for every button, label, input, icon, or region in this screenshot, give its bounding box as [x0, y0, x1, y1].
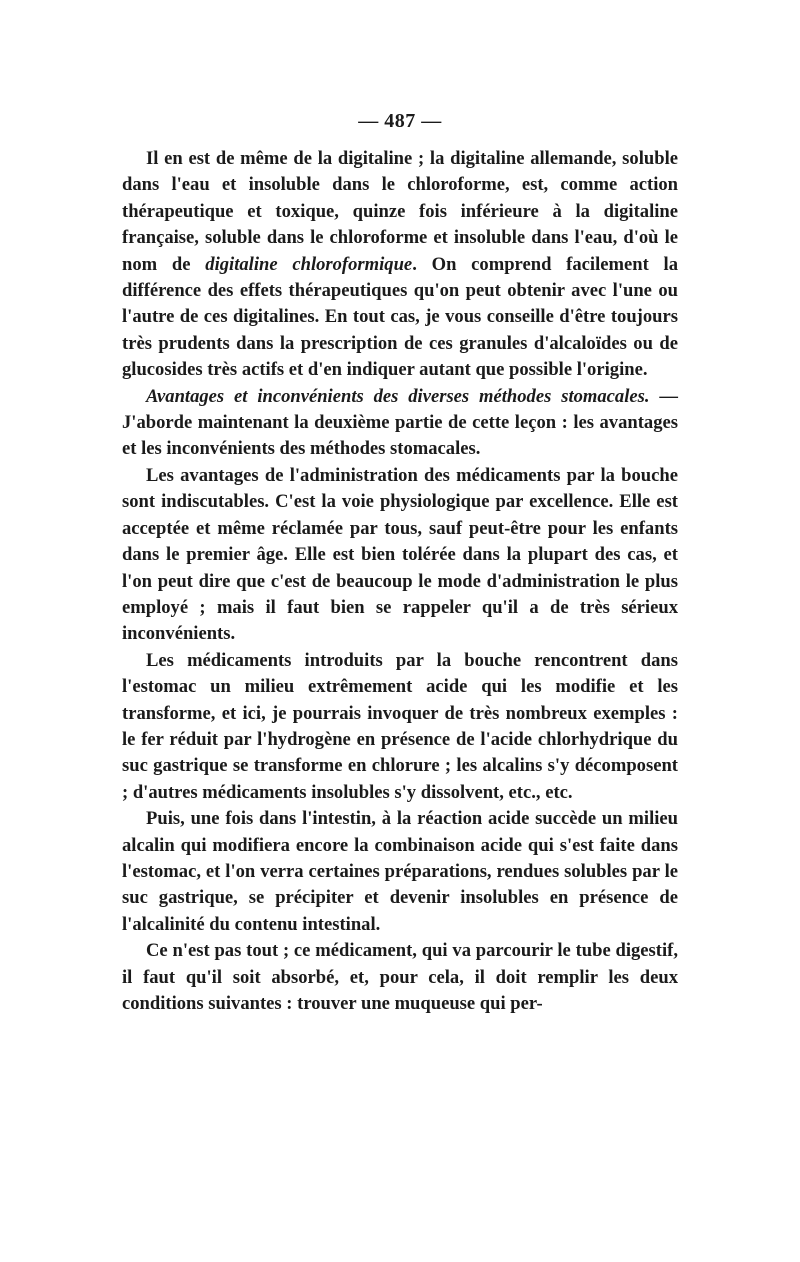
paragraph-digitaline-emphasis: digitaline chloroformique: [205, 253, 413, 275]
paragraph-avantages-text: Les avantages de l'administration des médicaments par la bouche sont indiscutables. C'est la voie physiologique par excellence. Elle est acceptée et même réclamée par tous, sauf peut-être pour les enfants dans le premier âge. Elle est bien tolérée dans la plupart des cas, et l'on peut dire que c'est de beaucoup le mode d'administration le plus employé ; mais il faut bien se rappeler qu'il a de très sérieux inconvénients.: [122, 464, 678, 645]
paragraph-absorption: [122, 938, 678, 1017]
paragraph-intestin: [122, 806, 678, 938]
body-text: [122, 146, 678, 1017]
paragraph-estomac-text: Les médicaments introduits par la bouche rencontrent dans l'estomac un milieu extrêmement acide qui les modifie et les transforme, et ici, je pourrais invoquer de très nombreux exemples : le fer réduit par l'hydrogène en présence de l'acide chlorhydrique du suc gastrique se transforme en chlorure ; les alcalins s'y décomposent ; d'autres médicaments insolubles s'y dissolvent, etc., etc.: [122, 649, 678, 803]
paragraph-digitaline: [122, 146, 678, 384]
page-number: — 487 —: [358, 110, 442, 132]
paragraph-absorption-text: Ce n'est pas tout ; ce médicament, qui va parcourir le tube digestif, il faut qu'il soit absorbé, et, pour cela, il doit remplir les deux conditions suivantes : trouver une muqueuse qui per-: [122, 940, 678, 1014]
paragraph-intestin-text: Puis, une fois dans l'intestin, à la réaction acide succède un milieu alcalin qui modifiera encore la combinaison acide qui s'est faite dans l'estomac, et l'on verra certaines préparations, rendues solubles par le suc gastrique, se précipiter et devenir insolubles en présence de l'alcalinité du contenu intestinal.: [122, 808, 678, 935]
paragraph-digitaline-after: . On comprend facilement la différence des effets thérapeutiques qu'on peut obtenir avec l'une ou l'autre de ces digitalines. En tout cas, je vous conseille d'être toujours très prudents dans la prescription de ces granules d'alcaloïdes ou de glucosides très actifs et d'en indiquer autant que possible l'origine.: [122, 253, 679, 381]
paragraph-avantages: [122, 463, 678, 648]
paragraph-section-intro: [122, 384, 678, 463]
section-intro-text: — J'aborde maintenant la deuxième partie de cette leçon : les avantages et les inconvénients des méthodes stomacales.: [122, 385, 678, 460]
section-heading: Avantages et inconvénients des diverses méthodes stomacales.: [146, 385, 650, 407]
paragraph-estomac: [122, 648, 678, 806]
paragraph-digitaline-text: Il en est de même de la digitaline ; la digitaline allemande, soluble dans l'eau et insoluble dans le chloroforme, est, comme action thérapeutique et toxique, quinze fois inférieure à la digitaline française, soluble dans le chloroforme et insoluble dans l'eau, d'où le nom de: [122, 148, 678, 275]
